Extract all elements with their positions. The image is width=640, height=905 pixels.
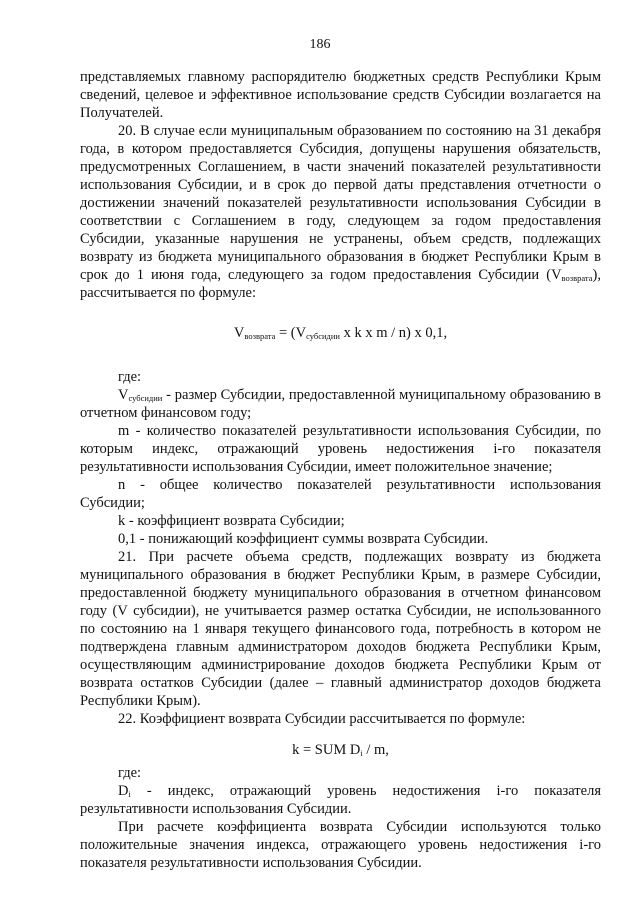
formula2-subscript: i xyxy=(360,748,363,758)
paragraph-22: 22. Коэффициент возврата Субсидии рассчитывается по формуле: xyxy=(118,711,526,727)
where-label-1: где: xyxy=(118,369,142,385)
def-v-subscript: субсидии xyxy=(128,393,163,403)
formula-return-amount xyxy=(80,302,601,358)
paragraph-final: При расчете коэффициента возврата Субсидии используются только положительные значения индекса, отражающего уровень недостижения i-го показателя результативности использования Субсидии. xyxy=(80,819,601,871)
paragraph-intro: представляемых главному распорядителю бюджетных средств Республики Крым сведений, целевое и эффективное использование средств Субсидии возлагается на Получателей. xyxy=(80,69,601,121)
def-d-text: - индекс, отражающий уровень недостижения i-го показателя результативности использования Субсидии. xyxy=(80,783,601,817)
def-v-symbol: V xyxy=(118,387,129,403)
formula2-head: k = SUM D xyxy=(292,742,361,758)
def-d-subscript: i xyxy=(128,789,131,799)
formula1-v: V xyxy=(233,325,245,341)
paragraph-20-subscript: возврата xyxy=(561,273,593,283)
def-d-symbol: D xyxy=(118,783,129,799)
formula1-mid: = (V xyxy=(275,325,307,341)
page-number: 186 xyxy=(309,37,331,52)
definition-0-1: 0,1 - понижающий коэффициент суммы возврата Субсидии. xyxy=(118,531,489,547)
definition-d-i xyxy=(80,782,601,818)
paragraph-20-text: 20. В случае если муниципальным образованием по состоянию на 31 декабря года, в котором предоставляется Субсидия, допущены нарушения обязательств, предусмотренных Соглашением, в части значений показателей результативности использования Субсидии, и в срок до первой даты представления отчетности о достижении значений показателей результативности использования Субсидии в соответствии с Соглашением в году, следующем за годом предоставления Субсидии, указанные нарушения не устранены, объем средств, подлежащих возврату из бюджета муниципального образования в бюджет Республики Крым в срок до 1 июня года, следующего за годом предоставления Субсидии (V xyxy=(80,123,601,283)
formula1-sub-vozvrata: возврата xyxy=(244,331,276,341)
paragraph-21: 21. При расчете объема средств, подлежащих возврату из бюджета муниципального образования в бюджет Республики Крым, в размере Субсидии, предоставленной бюджету муниципального образования в отчетном финансовом году (V субсидии), не учитывается размер остатка Субсидии, не использованного по состоянию на 1 января текущего финансового года, потребность в котором не подтверждена главным администратором доходов бюджета Республики Крым, осуществляющим администрирование доходов бюджета Республики Крым от возврата остатков Субсидии (далее – главный администратор доходов бюджета Республики Крым). xyxy=(80,549,601,709)
formula2-tail: / m, xyxy=(362,742,389,758)
definition-v-subsidii xyxy=(80,386,601,422)
where-label-2: где: xyxy=(118,765,142,781)
def-v-text: - размер Субсидии, предоставленной муниципальному образованию в отчетном финансовом году; xyxy=(80,387,601,421)
definition-n: n - общее количество показателей результативности использования Субсидии; xyxy=(80,477,601,511)
definition-m: m - количество показателей результативности использования Субсидии, по которым индекс, отражающий уровень недостижения i-го показателя результативности использования Субсидии, имеет положительное значение; xyxy=(80,423,601,475)
formula1-sub-subsidii: субсидии xyxy=(306,331,340,341)
paragraph-20 xyxy=(80,122,601,302)
formula-coefficient xyxy=(80,728,601,764)
paragraph-20-tail: ), рассчитывается по формуле: xyxy=(80,267,601,301)
definition-k: k - коэффициент возврата Субсидии; xyxy=(118,513,345,529)
document-body xyxy=(80,68,601,872)
formula1-tail: х k х m / n) х 0,1, xyxy=(339,325,448,341)
